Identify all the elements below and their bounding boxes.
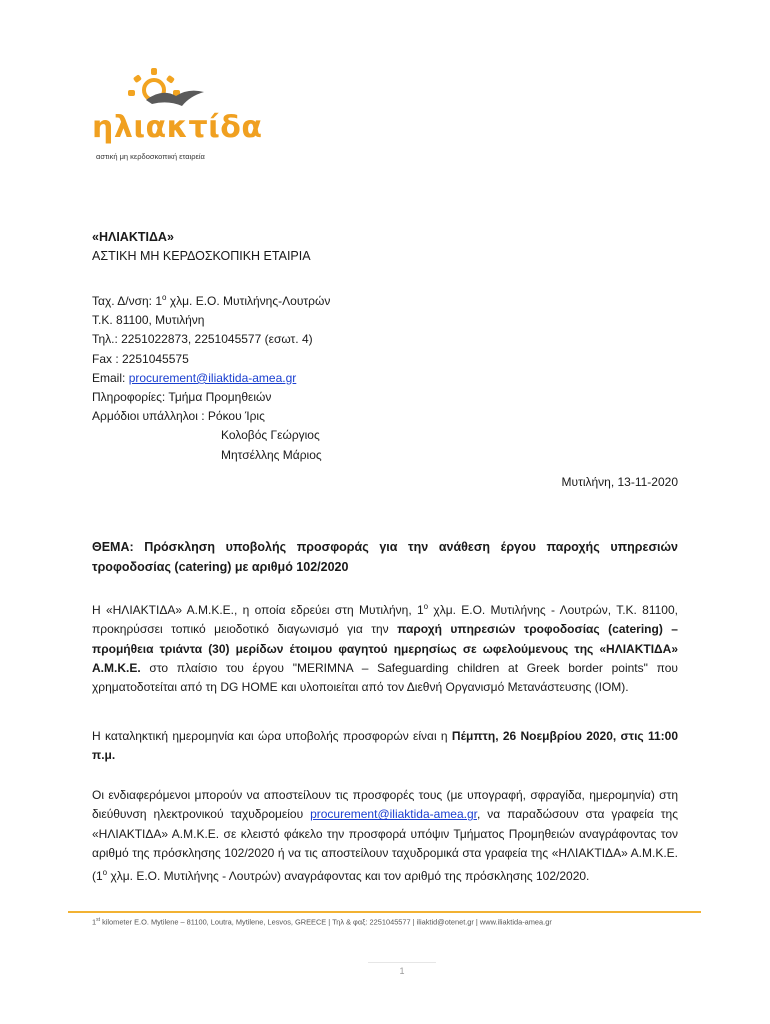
paragraph-1: Η «ΗΛΙΑΚΤΙΔΑ» Α.Μ.Κ.Ε., η οποία εδρεύει στη Μυτιλήνη, $1^o$ χλμ. Ε.Ο. Μυτιλήνης - Λουτρών, Τ.Κ. 81100, προκηρύσσει τοπικό μειοδοτικό διαγωνισμό για την παροχή υπηρεσιών τροφοδοσίας (catering) – προμήθεια τριάντα (30) μερίδων έτοιμου φαγητού ημερησίως σε ωφελούμενους της «ΗΛΙΑΚΤΙΔΑ» Α.Μ.Κ.Ε. στο πλαίσιο του έργου "MERIMNA – Safeguarding children at Greek border points" που χρηματοδοτείται από τη DG HOME και υλοποιείται από τον Διεθνή Οργανισμό Μετανάστευσης (ΙΟΜ). (92, 602, 678, 695)
org-name: «ΗΛΙΑΚΤΙΔΑ» (92, 230, 174, 244)
official-2: Κολοβός Γεώργιος (221, 428, 320, 443)
org-header (92, 228, 311, 266)
paragraph-2: Η καταληκτική ημερομηνία και ώρα υποβολής προσφορών είναι η Πέμπτη, 26 Νοεμβρίου 2020, στις 11:00 π.μ. (92, 729, 678, 763)
officials-line: Αρμόδιοι υπάλληλοι : Ρόκου Ίρις (92, 409, 265, 424)
logo-tagline: αστική μη κερδοσκοπική εταιρεία (96, 152, 205, 161)
fax-line: Fax : 2251045575 (92, 351, 189, 366)
paragraph-3: Οι ενδιαφερόμενοι μπορούν να αποστείλουν τις προσφορές τους (με υπογραφή, σφραγίδα, ημερομηνία) στη διεύθυνση ηλεκτρονικού ταχυδρομείου procurement@iliaktida-amea.gr, να παραδώσουν στα γραφεία της «ΗΛΙΑΚΤΙΔΑ» Α.Μ.Κ.Ε. σε κλειστό φάκελο την προσφορά υπόψιν Τμήματος Προμηθειών αναγράφοντας τον αριθμό της πρόσκλησης 102/2020 ή να τις αποστείλουν ταχυδρομικά στα γραφεία της «ΗΛΙΑΚΤΙΔΑ» Α.Μ.Κ.Ε. ($1^o$ χλμ. Ε.Ο. Μυτιλήνης - Λουτρών) αναγράφοντας και τον αριθμό της πρόσκλησης 102/2020. (92, 788, 678, 884)
page-number: 1 (368, 962, 436, 976)
email-link-2[interactable]: procurement@iliaktida-amea.gr (310, 807, 477, 822)
email-link[interactable]: procurement@iliaktida-amea.gr (128, 370, 297, 385)
contact-block (92, 288, 330, 465)
sun-bird-icon (118, 66, 208, 114)
official-3: Μητσέλλης Μάριος (221, 447, 322, 462)
document-date: Μυτιλήνη, 13-11-2020 (561, 475, 678, 489)
subject: ΘΕΜΑ: Πρόσκληση υποβολής προσφοράς για την ανάθεση έργου παροχής υπηρεσιών τροφοδοσίας (catering) με αριθμό 102/2020 (92, 540, 678, 574)
footer-text: 1st kilometer E.O. Mytilene – 81100, Loutra, Mytilene, Lesvos, GREECE | Τηλ & φαξ: 2251045577 | iliaktid@otenet.gr | www.iliaktida-amea.gr (92, 917, 552, 927)
logo (88, 66, 263, 166)
postal-line: Τ.Κ. 81100, Μυτιλήνη (92, 313, 205, 328)
address-line: Ταχ. Δ/νση: $1^o$ χλμ. Ε.Ο. Μυτιλήνης-Λουτρών (92, 293, 331, 308)
logo-wordmark: ηλιακτίδα (92, 110, 263, 145)
org-type: ΑΣΤΙΚΗ ΜΗ ΚΕΡΔΟΣΚΟΠΙΚΗ ΕΤΑΙΡΙΑ (92, 249, 311, 264)
info-line: Πληροφορίες: Τμήμα Προμηθειών (92, 390, 272, 405)
footer-divider (68, 911, 701, 913)
phone-line: Τηλ.: 2251022873, 2251045577 (εσωτ. 4) (92, 332, 313, 347)
email-line: Email: procurement@iliaktida-amea.gr (92, 370, 297, 385)
